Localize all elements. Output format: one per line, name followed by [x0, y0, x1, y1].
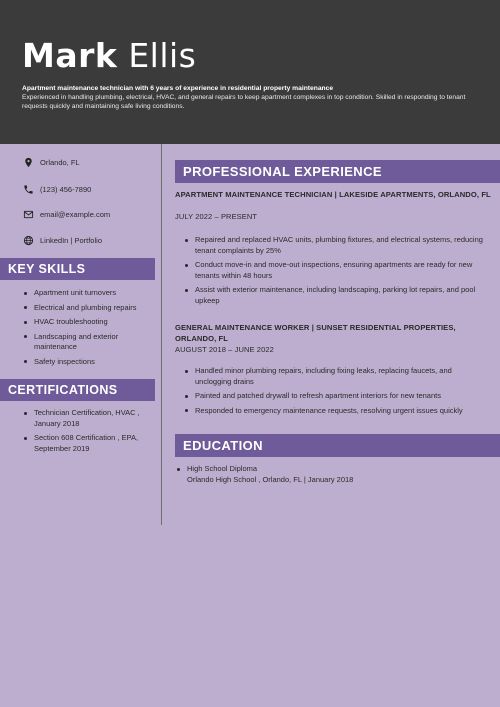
- last-name: Ellis: [128, 36, 197, 75]
- list-item: Apartment unit turnovers: [22, 288, 158, 299]
- skills-list: [22, 288, 158, 371]
- list-item: Painted and patched drywall to refresh apartment interiors for new tenants: [183, 391, 488, 402]
- list-item: Assist with exterior maintenance, including landscaping, parking lot repairs, and pool upkeep: [183, 285, 488, 306]
- job-bullets: [183, 366, 488, 420]
- contact-links[interactable]: [22, 234, 102, 246]
- globe-icon: [22, 234, 34, 246]
- list-item: Section 608 Certification , EPA, September 2019: [22, 433, 156, 454]
- experience-heading: PROFESSIONAL EXPERIENCE: [175, 160, 500, 183]
- certifications-list: [22, 408, 156, 458]
- list-item: Responded to emergency maintenance requests, resolving urgent issues quickly: [183, 406, 488, 417]
- education-heading: EDUCATION: [175, 434, 500, 457]
- list-item: Electrical and plumbing repairs: [22, 303, 158, 314]
- location-text: Orlando, FL: [40, 157, 80, 167]
- headline: Apartment maintenance technician with 6 years of experience in residential property maintenance: [22, 85, 334, 92]
- list-item: [175, 464, 485, 485]
- job-title: APARTMENT MAINTENANCE TECHNICIAN | LAKESIDE APARTMENTS, ORLANDO, FL: [175, 190, 491, 199]
- list-item: HVAC troubleshooting: [22, 317, 158, 328]
- school-line: Orlando High School , Orlando, FL | January 2018: [187, 474, 354, 484]
- contact-location: [22, 156, 80, 168]
- job-dates: AUGUST 2018 – JUNE 2022: [175, 345, 274, 354]
- job-dates: JULY 2022 – PRESENT: [175, 212, 258, 221]
- degree: High School Diploma: [187, 464, 258, 473]
- first-name: Mark: [22, 36, 118, 75]
- education-list: [175, 464, 485, 489]
- phone-icon: [22, 183, 34, 195]
- list-item: Safety inspections: [22, 357, 158, 368]
- links-text[interactable]: LinkedIn | Portfolio: [40, 235, 102, 245]
- contact-email[interactable]: [22, 208, 110, 220]
- phone-text: (123) 456-7890: [40, 184, 92, 194]
- map-pin-icon: [22, 156, 34, 168]
- key-skills-heading: KEY SKILLS: [0, 258, 155, 280]
- envelope-icon: [22, 208, 34, 220]
- list-item: Technician Certification, HVAC , January 2018: [22, 408, 156, 429]
- list-item: Repaired and replaced HVAC units, plumbing fixtures, and electrical systems, reducing tenant complaints by 25%: [183, 235, 488, 256]
- column-divider: [161, 144, 162, 525]
- list-item: Handled minor plumbing repairs, including fixing leaks, replacing faucets, and unclogging drains: [183, 366, 488, 387]
- list-item: Landscaping and exterior maintenance: [22, 332, 158, 353]
- contact-phone: [22, 183, 91, 195]
- job-bullets: [183, 235, 488, 310]
- certifications-heading: CERTIFICATIONS: [0, 379, 155, 401]
- candidate-name: [22, 38, 478, 74]
- list-item: Conduct move-in and move-out inspections, ensuring apartments are ready for new tenants within 48 hours: [183, 260, 488, 281]
- job-title: GENERAL MAINTENANCE WORKER | SUNSET RESIDENTIAL PROPERTIES, ORLANDO, FL: [175, 323, 456, 343]
- resume-header: [0, 0, 500, 144]
- email-text[interactable]: email@example.com: [40, 209, 111, 219]
- summary: Experienced in handling plumbing, electrical, HVAC, and general repairs to keep apartment complexes in top condition. Skilled in responding to tenant requests quickly and maintaining safe living conditions.: [22, 94, 466, 110]
